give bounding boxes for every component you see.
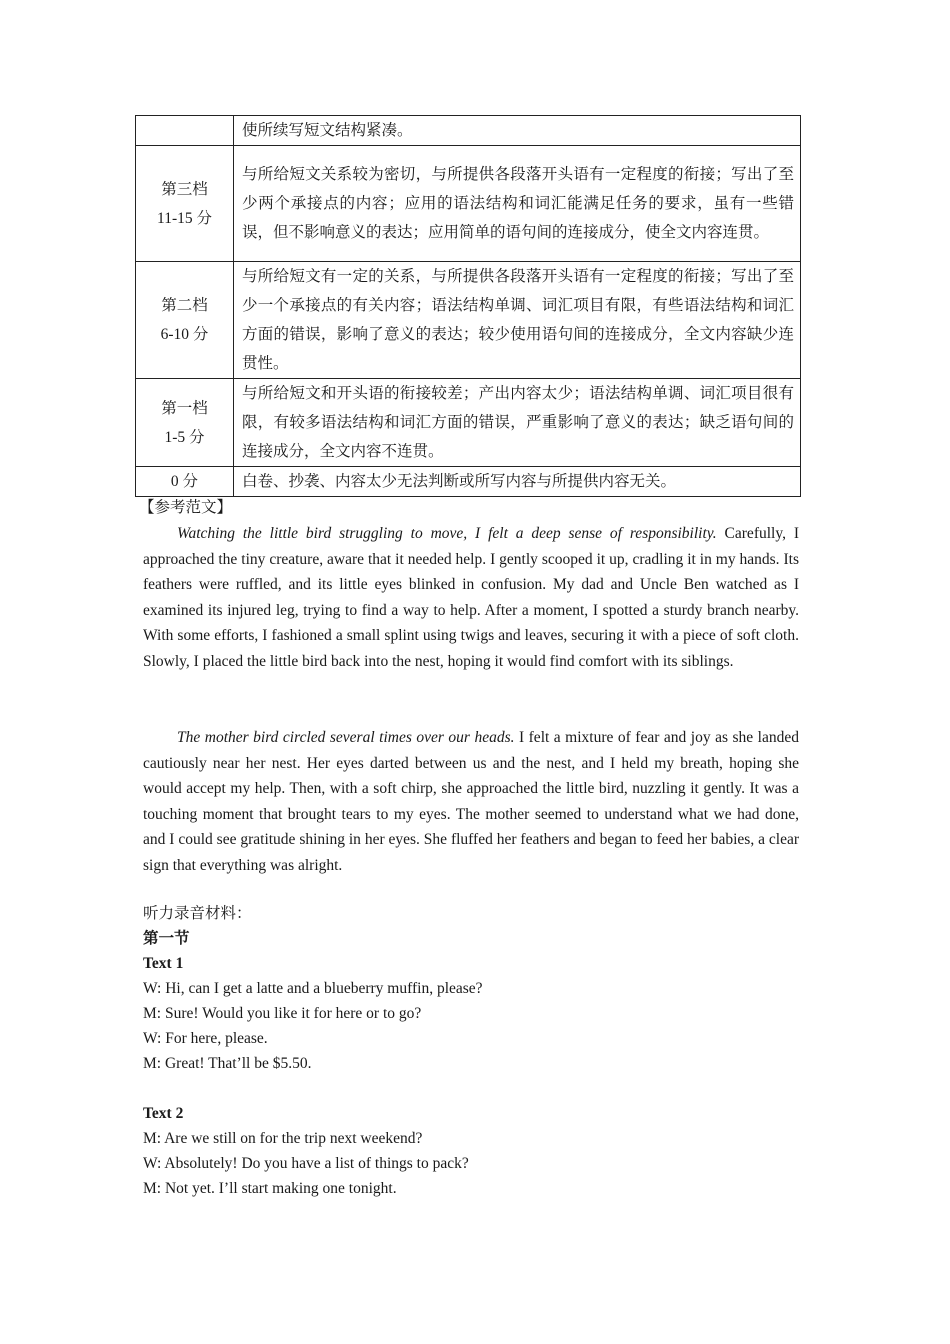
essay-paragraph-1-body: Carefully, I approached the tiny creature, aware that it needed help. I gently scooped it up, cradling it in my hands. Its feathers were ruffled, and its little eyes blinked in confusion. My dad and Uncle Ben watched as I examined its injured leg, trying to find a way to help. After a moment, I spotted a sturdy branch nearby. With some efforts, I fashioned a small splint using twigs and leaves, securing it with a piece of soft cloth. Slowly, I placed the little bird back into the nest, hoping it would find comfort with its siblings. <box>143 525 799 670</box>
rubric-description: 与所给短文关系较为密切，与所提供各段落开头语有一定程度的衔接；写出了至少两个承接点的内容；应用的语法结构和词汇能满足任务的要求，虽有一些错误，但不影响意义的表达；应用简单的语句间的连接成分，使全文内容连贯。 <box>234 146 801 262</box>
listening-script <box>143 901 799 1201</box>
rubric-row <box>136 262 801 379</box>
essay-paragraph-2-body: I felt a mixture of fear and joy as she landed cautiously near her nest. Her eyes darted between us and the nest, and I held my breath, hoping she would accept my help. Then, with a soft chirp, she approached the little bird, nuzzling it gently. It was a touching moment that brought tears to my eyes. The mother seemed to understand what we had done, and I could see gratitude shining in her eyes. She fluffed her feathers and began to feed her babies, a clear sign that everything was alright. <box>143 729 799 874</box>
rubric-level-name: 第二档 <box>161 297 208 314</box>
section-title: 第一节 <box>143 930 190 947</box>
rubric-row <box>136 379 801 467</box>
rubric-description: 与所给短文有一定的关系，与所提供各段落开头语有一定程度的衔接；写出了至少一个承接点的有关内容；语法结构单调、词汇项目有限，有些语法结构和词汇方面的错误，影响了意义的表达；较少使用语句间的连接成分，全文内容缺少连贯性。 <box>234 262 801 379</box>
rubric-description: 使所续写短文结构紧凑。 <box>234 116 801 146</box>
dialogue-line: M: Great! That’ll be $5.50. <box>143 1055 312 1072</box>
listening-heading: 听力录音材料： <box>143 905 252 922</box>
essay-paragraph-1 <box>143 521 799 675</box>
dialogue-line: W: Absolutely! Do you have a list of things to pack? <box>143 1155 469 1172</box>
rubric-level-name: 第一档 <box>161 399 208 417</box>
rubric-level-score: 1-5 分 <box>164 428 205 446</box>
rubric-level-name: 第三档 <box>161 180 208 198</box>
rubric-level-cell <box>136 262 234 379</box>
rubric-level-score: 11-15 分 <box>157 209 212 227</box>
rubric-level-score: 6-10 分 <box>160 326 209 343</box>
dialogue-line: M: Are we still on for the trip next weekend? <box>143 1130 423 1147</box>
rubric-level-cell <box>136 116 234 146</box>
rubric-description: 白卷、抄袭、内容太少无法判断或所写内容与所提供内容无关。 <box>234 467 801 497</box>
essay-paragraph-2 <box>143 725 799 879</box>
rubric-level-name: 0 分 <box>136 467 234 497</box>
rubric-level-cell <box>136 379 234 467</box>
dialogue-line: W: Hi, can I get a latte and a blueberry muffin, please? <box>143 980 483 997</box>
spacer <box>143 1076 799 1101</box>
reference-essay-heading: 【参考范文】 <box>139 499 233 516</box>
dialogue-line: M: Sure! Would you like it for here or to go? <box>143 1005 422 1022</box>
rubric-row <box>136 146 801 262</box>
rubric-level-cell <box>136 146 234 262</box>
essay-paragraph-1-opening: Watching the little bird struggling to move, I felt a deep sense of responsibility. <box>177 525 717 542</box>
text-1-title: Text 1 <box>143 955 184 972</box>
rubric-row <box>136 116 801 146</box>
rubric-description: 与所给短文和开头语的衔接较差；产出内容太少；语法结构单调、词汇项目很有限，有较多语法结构和词汇方面的错误，严重影响了意义的表达；缺乏语句间的连接成分，全文内容不连贯。 <box>234 379 801 467</box>
dialogue-line: W: For here, please. <box>143 1030 268 1047</box>
essay-paragraph-2-opening: The mother bird circled several times over our heads. <box>177 729 515 746</box>
text-2-title: Text 2 <box>143 1105 184 1122</box>
dialogue-line: M: Not yet. I’ll start making one tonight. <box>143 1180 397 1197</box>
scoring-rubric-table <box>135 115 801 497</box>
rubric-row <box>136 467 801 497</box>
